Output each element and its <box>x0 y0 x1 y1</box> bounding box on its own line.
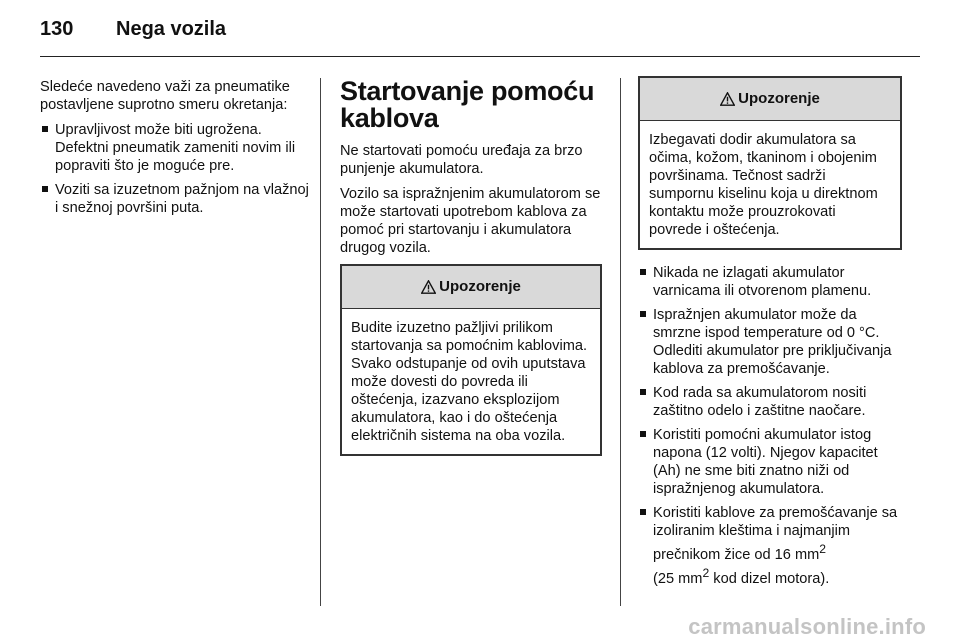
middle-column <box>340 78 602 456</box>
list-item-text: kod dizel motora). <box>709 570 830 587</box>
warning-text: Izbegavati dodir akumulatora sa očima, kožom, tkaninom i obojenim površinama. Tečnost sadrži sumpornu kiselinu koja u direktnom kontaktu može prouzrokovati povrede i oštećenja. <box>649 132 878 238</box>
left-column <box>40 78 310 223</box>
warning-text: Budite izuzetno pažljivi prilikom startovanja sa pomoćnim kablovima. Svako odstupanje od ovih uputstava može dovesti do povreda ili oštećenja, izazvano eksplozijom akumulatora, kao i do oštećenja električnih sistema na oba vozila. <box>351 320 588 444</box>
list-item <box>638 504 902 588</box>
intro-paragraph: Sledeće navedeno važi za pneumatike postavljene suprotno smeru okretanja: <box>40 79 290 113</box>
warning-header <box>342 266 600 309</box>
watermark: carmanualsonline.info <box>688 614 926 639</box>
superscript: 2 <box>702 565 710 580</box>
list-item: Koristiti pomoćni akumulator istog napona (12 volti). Njegov kapacitet (Ah) ne sme biti znatno niži od ispražnjenog akumulatora. <box>638 426 902 498</box>
warning-triangle-icon <box>421 280 436 294</box>
list-item: Voziti sa izuzetnom pažnjom na vlažnoj i snežnoj površini puta. <box>40 181 310 217</box>
warning-header <box>640 78 900 121</box>
list-item: Ispražnjen akumulator može da smrzne ispod temperature od 0 °C. Odlediti akumulator pre priključivanja kablova za premošćavanje. <box>638 306 902 378</box>
warning-triangle-icon <box>720 92 735 106</box>
list-item-text: Koristiti kablove za premošćavanje sa izoliranim kleštima i najmanjim prečnikom žice od 16 mm <box>653 505 898 563</box>
page-number: 130 <box>40 18 74 40</box>
warning-title: Upozorenje <box>439 278 521 295</box>
superscript: 2 <box>819 542 827 556</box>
list-item: Nikada ne izlagati akumulator varnicama ili otvorenom plamenu. <box>638 264 902 300</box>
paragraph: Ne startovati pomoću uređaja za brzo punjenje akumulatora. <box>340 143 583 177</box>
right-column <box>638 76 902 594</box>
list-item: Upravljivost može biti ugrožena. Defektni pneumatik zameniti novim ili popraviti što je moguće pre. <box>40 121 310 175</box>
list-item: Kod rada sa akumulatorom nositi zaštitno odelo i zaštitne naočare. <box>638 384 902 420</box>
warning-box <box>340 264 602 456</box>
column-divider-left <box>320 78 321 606</box>
page-title: Nega vozila <box>116 18 227 40</box>
column-divider-right <box>620 78 621 606</box>
paragraph: Vozilo sa ispražnjenim akumulatorom se može startovati upotrebom kablova za pomoć pri startovanju i akumulatora drugog vozila. <box>340 186 601 256</box>
warning-box <box>638 76 902 250</box>
right-bullet-list <box>638 264 902 588</box>
list-item-text: (25 mm <box>653 570 703 587</box>
header-rule <box>40 56 920 57</box>
section-heading: Startovanje pomoću kablova <box>340 76 595 133</box>
left-bullet-list <box>40 121 310 217</box>
warning-title: Upozorenje <box>738 90 820 107</box>
